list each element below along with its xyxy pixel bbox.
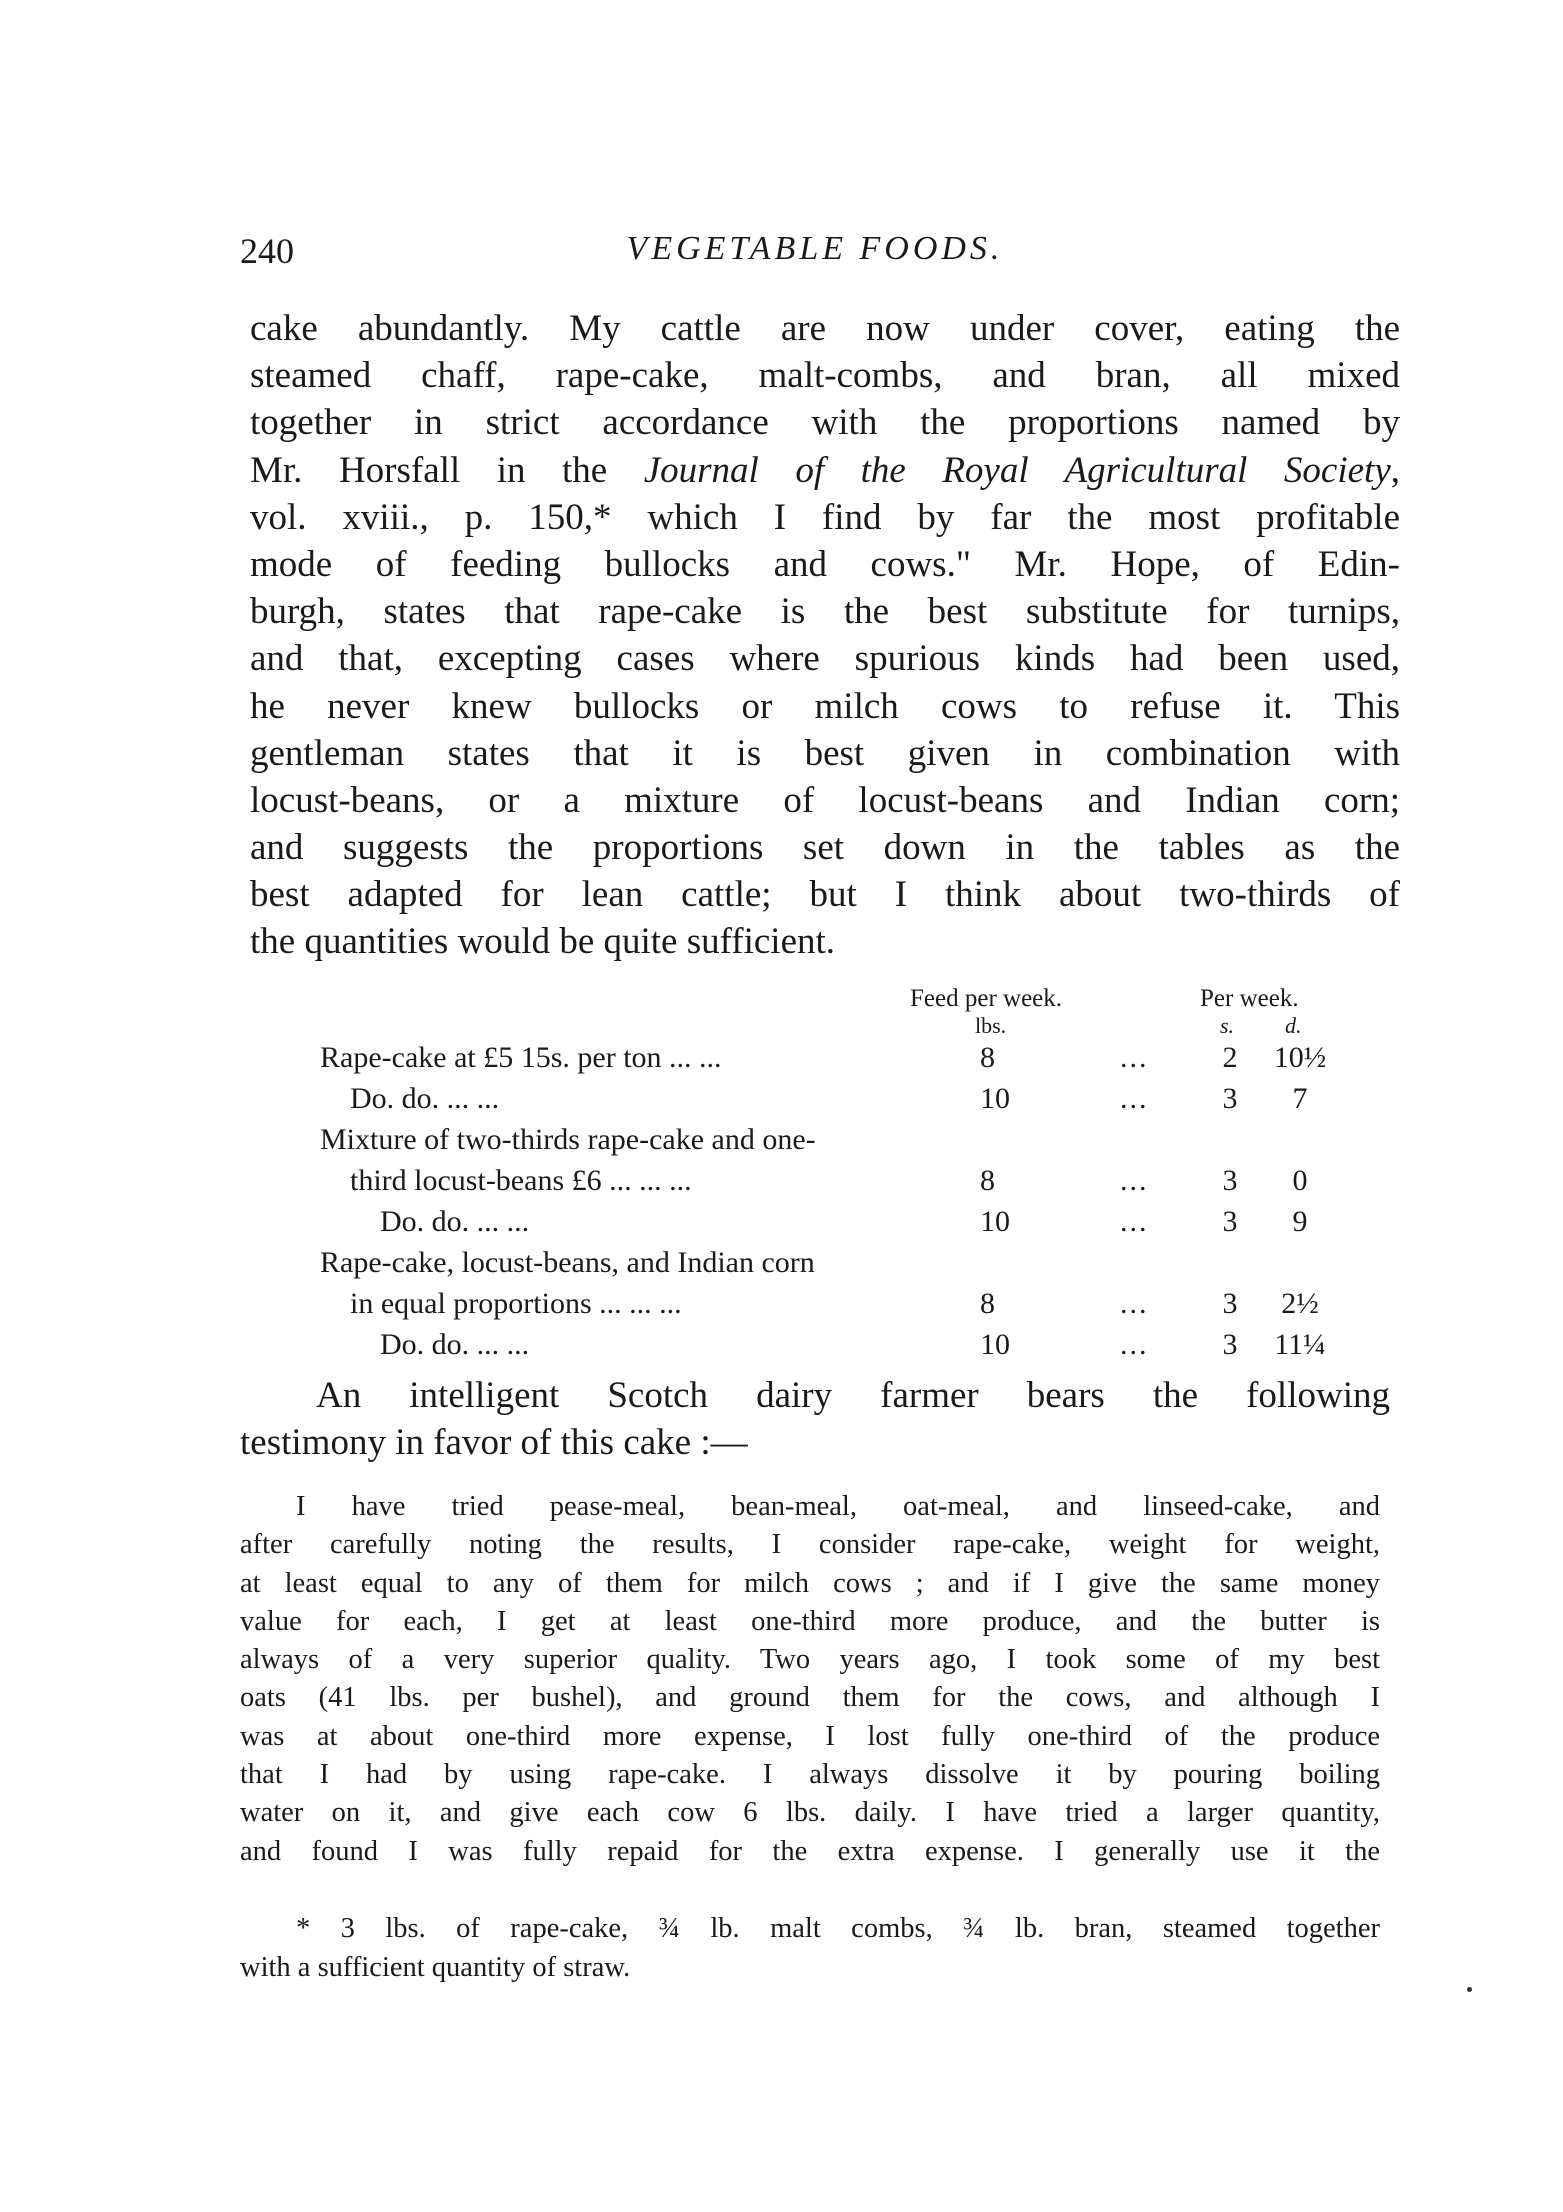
- header-per-week: Per week.: [1200, 985, 1299, 1012]
- quote-line: at least equal to any of them for milch cows ; and if I give the same money: [240, 1567, 1380, 1599]
- row-description: Do. do. ... ...: [350, 1082, 500, 1115]
- row-pence: 7: [1292, 1082, 1308, 1115]
- text-line: together in strict accordance with the proportions named by: [250, 402, 1400, 444]
- row-leader-dots: ...: [1120, 1082, 1149, 1115]
- page-header: [240, 230, 1390, 280]
- row-feed-lbs: 10: [980, 1205, 1010, 1238]
- main-paragraph: [250, 305, 1400, 966]
- text-line: he never knew bullocks or milch cows to refuse it. This: [250, 685, 1400, 727]
- quote-line: value for each, I get at least one-third more produce, and the butter is: [240, 1605, 1380, 1637]
- table-row: [320, 1041, 1380, 1082]
- running-title: VEGETABLE FOODS.: [626, 230, 1004, 267]
- quote-line: was at about one-third more expense, I lost fully one-third of the produce: [240, 1720, 1380, 1752]
- text-line: An intelligent Scotch dairy farmer bears the following: [316, 1375, 1390, 1416]
- text-line: vol. xviii., p. 150,* which I find by far the most profitable: [250, 496, 1400, 538]
- footnote-line: * 3 lbs. of rape-cake, ¾ lb. malt combs, ¾ lb. bran, steamed together: [296, 1913, 1380, 1944]
- row-description: Rape-cake, locust-beans, and Indian corn: [320, 1246, 815, 1279]
- row-description: Rape-cake at £5 15s. per ton ... ...: [320, 1041, 722, 1074]
- row-description: in equal proportions ... ... ...: [350, 1287, 682, 1320]
- quote-line: I have tried pease-meal, bean-meal, oat-meal, and linseed-cake, and: [296, 1491, 1380, 1522]
- row-shillings: 2: [1222, 1041, 1238, 1074]
- row-pence: 9: [1292, 1205, 1308, 1238]
- quote-line: oats (41 lbs. per bushel), and ground them for the cows, and although I: [240, 1682, 1380, 1714]
- text-line: gentleman states that it is best given in combination with: [250, 732, 1400, 774]
- second-paragraph: [240, 1372, 1390, 1466]
- text-line: and suggests the proportions set down in the tables as the: [250, 827, 1400, 869]
- unit-lbs: lbs.: [975, 1013, 1007, 1038]
- row-feed-lbs: 8: [980, 1041, 995, 1074]
- table-row: [320, 1082, 1380, 1123]
- text-line: Mr. Horsfall in the Journal of the Royal Agricultural Society,: [250, 449, 1400, 491]
- text-line: steamed chaff, rape-cake, malt-combs, and bran, all mixed: [250, 355, 1400, 397]
- row-leader-dots: ...: [1120, 1328, 1149, 1361]
- row-pence: 10½: [1273, 1041, 1327, 1074]
- row-shillings: 3: [1222, 1205, 1238, 1238]
- page-number: 240: [240, 231, 294, 271]
- row-leader-dots: ...: [1120, 1205, 1149, 1238]
- table-row: [320, 1246, 1380, 1287]
- row-description: third locust-beans £6 ... ... ...: [350, 1164, 692, 1197]
- speck-mark: [1467, 1987, 1472, 1992]
- row-description: Do. do. ... ...: [380, 1205, 530, 1238]
- row-pence: 11¼: [1274, 1328, 1326, 1361]
- table-body: [320, 1041, 1380, 1369]
- row-pence: 2½: [1281, 1287, 1319, 1320]
- text-line: mode of feeding bullocks and cows." Mr. Hope, of Edin-: [250, 543, 1400, 585]
- row-shillings: 3: [1222, 1287, 1238, 1320]
- quote-line: water on it, and give each cow 6 lbs. daily. I have tried a larger quantity,: [240, 1797, 1380, 1829]
- row-leader-dots: ...: [1120, 1287, 1149, 1320]
- unit-shillings: s.: [1220, 1013, 1235, 1038]
- row-feed-lbs: 8: [980, 1164, 995, 1197]
- footnote: [240, 1909, 1380, 1987]
- row-pence: 0: [1292, 1164, 1308, 1197]
- quote-line: that I had by using rape-cake. I always dissolve it by pouring boiling: [240, 1759, 1380, 1791]
- row-shillings: 3: [1222, 1164, 1238, 1197]
- quote-line: after carefully noting the results, I consider rape-cake, weight for weight,: [240, 1529, 1380, 1561]
- row-feed-lbs: 8: [980, 1287, 995, 1320]
- row-leader-dots: ...: [1120, 1041, 1149, 1074]
- text-line: testimony in favor of this cake :—: [240, 1422, 748, 1464]
- quote-line: and found I was fully repaid for the extra expense. I generally use it the: [240, 1835, 1380, 1867]
- row-leader-dots: ...: [1120, 1164, 1149, 1197]
- text-line: locust-beans, or a mixture of locust-beans and Indian corn;: [250, 779, 1400, 821]
- table-row: [320, 1205, 1380, 1246]
- text-line: best adapted for lean cattle; but I think about two-thirds of: [250, 874, 1400, 916]
- row-feed-lbs: 10: [980, 1082, 1010, 1115]
- footnote-line: with a sufficient quantity of straw.: [240, 1952, 631, 1983]
- header-feed-per-week: Feed per week.: [910, 985, 1063, 1012]
- feed-cost-table: [320, 985, 1380, 1369]
- row-shillings: 3: [1222, 1328, 1238, 1361]
- text-line: burgh, states that rape-cake is the best substitute for turnips,: [250, 591, 1400, 633]
- row-description: Mixture of two-thirds rape-cake and one-: [320, 1123, 816, 1156]
- table-row: [320, 1123, 1380, 1164]
- table-row: [320, 1328, 1380, 1369]
- row-description: Do. do. ... ...: [380, 1328, 530, 1361]
- row-feed-lbs: 10: [980, 1328, 1010, 1361]
- text-line: the quantities would be quite sufficient.: [250, 921, 836, 963]
- text-line: cake abundantly. My cattle are now under cover, eating the: [250, 308, 1400, 349]
- row-shillings: 3: [1222, 1082, 1238, 1115]
- unit-pence: d.: [1285, 1013, 1302, 1038]
- quote-line: always of a very superior quality. Two years ago, I took some of my best: [240, 1644, 1380, 1676]
- table-row: [320, 1287, 1380, 1328]
- quoted-testimony: [240, 1488, 1380, 1871]
- text-line: and that, excepting cases where spurious kinds had been used,: [250, 638, 1400, 680]
- table-header: [320, 985, 1380, 1041]
- table-row: [320, 1164, 1380, 1205]
